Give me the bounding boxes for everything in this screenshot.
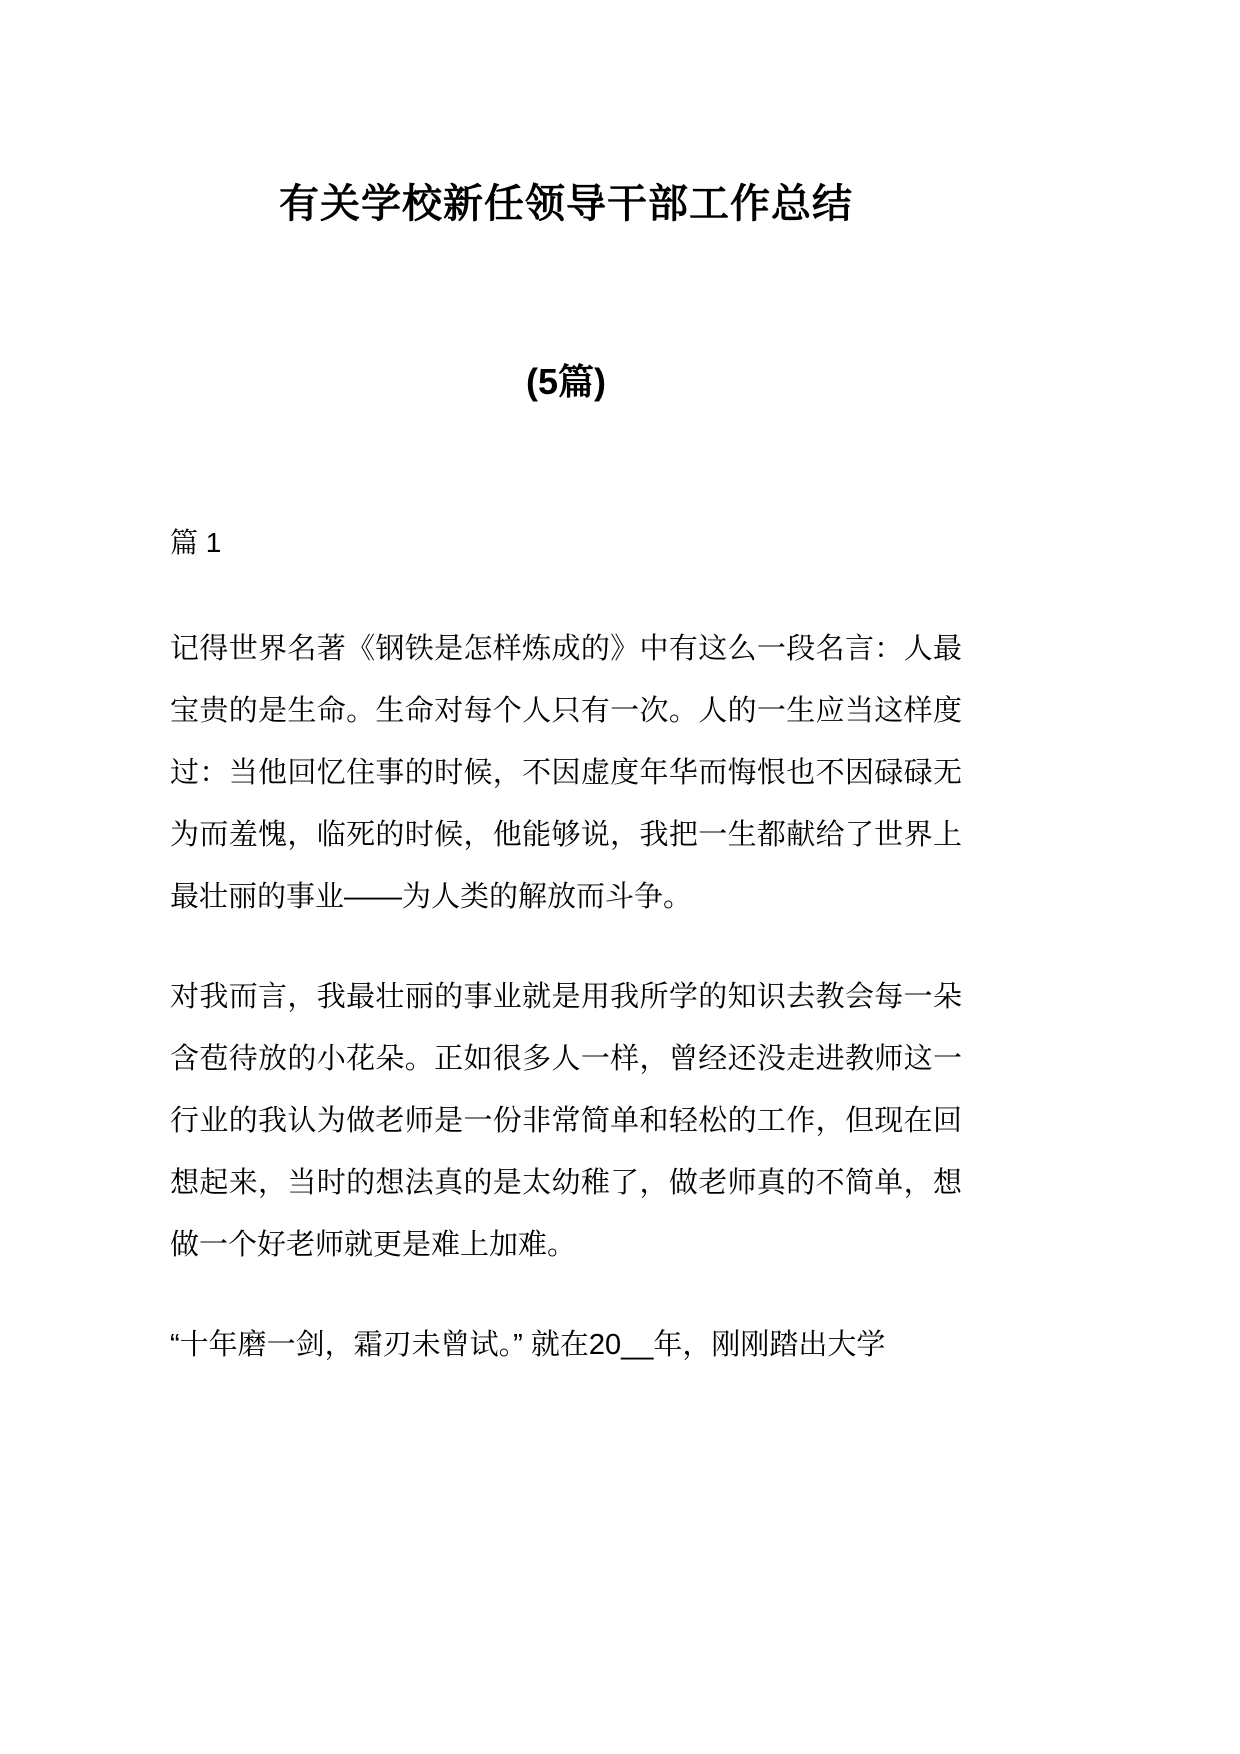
document-title: 有关学校新任领导干部工作总结 [279, 182, 853, 226]
paragraph: 对我而言，我最壮丽的事业就是用我所学的知识去教会每一朵含苞待放的小花朵。正如很多人一样，曾经还没走进教师这一行业的我认为做老师是一份非常简单和轻松的工作，但现在回想起来，当时的想法真的是太幼稚了，做老师真的不简单，想做一个好老师就更是难上加难。 [170, 980, 962, 1261]
paragraph: 记得世界名著《钢铁是怎样炼成的》中有这么一段名言：人最宝贵的是生命。生命对每个人只有一次。人的一生应当这样度过：当他回忆住事的时候，不因虚度年华而悔恨也不因碌碌无为而羞愧，临死的时候，他能够说，我把一生都献给了世界上最壮丽的事业——为人类的解放而斗争。 [170, 632, 962, 913]
paragraph: “十年磨一剑，霜刃未曾试。” 就在20__年，刚刚踏出大学 [170, 1328, 886, 1361]
section-label: 篇 1 [170, 527, 222, 559]
document-subtitle: (5篇) [526, 361, 606, 402]
